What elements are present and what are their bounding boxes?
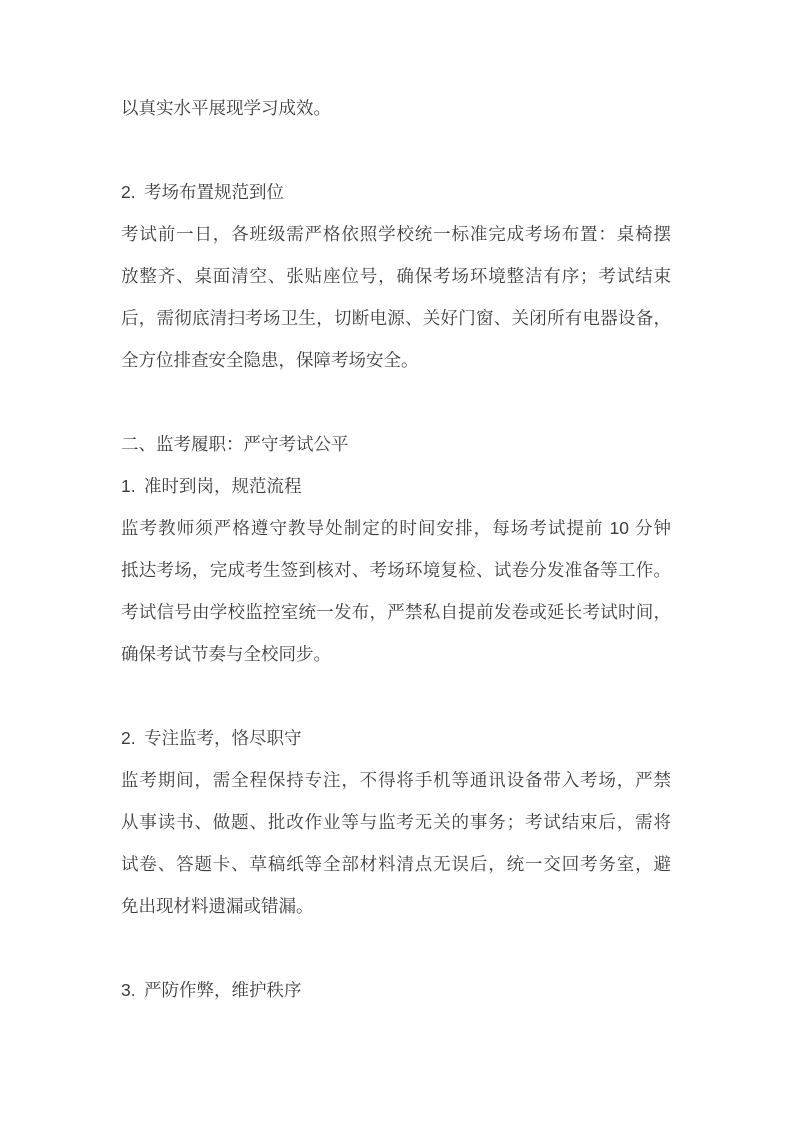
paragraph-line: 考试前一日，各班级需严格依照学校统一标准完成考场布置：桌椅摆 [121, 224, 671, 244]
paragraph-line: 抵达考场，完成考生签到核对、考场环境复检、试卷分发准备等工作。 [121, 560, 671, 580]
paragraph-line: 确保考试节奏与全校同步。 [121, 644, 331, 664]
list-heading-text: 专注监考，恪尽职守 [144, 728, 302, 748]
list-number: 1. [121, 476, 136, 496]
paragraph-line: 免出现材料遗漏或错漏。 [121, 896, 314, 916]
paragraph-line: 试卷、答题卡、草稿纸等全部材料清点无误后，统一交回考务室，避 [121, 854, 671, 874]
list-number: 2. [121, 728, 136, 748]
list-item-heading [121, 717, 671, 759]
paragraph-line: 考试信号由学校监控室统一发布，严禁私自提前发卷或延长考试时间， [121, 602, 671, 622]
section-heading: 二、监考履职：严守考试公平 [121, 434, 349, 454]
paragraph-line: 放整齐、桌面清空、张贴座位号，确保考场环境整洁有序；考试结束 [121, 266, 671, 286]
list-heading-text: 考场布置规范到位 [144, 182, 284, 202]
list-number: 3. [121, 980, 136, 1000]
document-content [121, 87, 671, 1011]
blank-line [121, 927, 671, 969]
paragraph-line: 从事读书、做题、批改作业等与监考无关的事务；考试结束后，需将 [121, 812, 671, 832]
list-item-heading [121, 969, 671, 1011]
blank-line [121, 129, 671, 171]
list-heading-text: 准时到岗，规范流程 [144, 476, 302, 496]
list-number: 2. [121, 182, 136, 202]
paragraph-line: 监考教师须严格遵守教导处制定的时间安排，每场考试提前 10 分钟 [121, 518, 671, 538]
paragraph-line: 后，需彻底清扫考场卫生，切断电源、关好门窗、关闭所有电器设备， [121, 308, 671, 328]
blank-line [121, 381, 671, 423]
list-item-heading [121, 465, 671, 507]
list-item-heading [121, 171, 671, 213]
list-heading-text: 严防作弊，维护秩序 [144, 980, 302, 1000]
paragraph-line: 全方位排查安全隐患，保障考场安全。 [121, 350, 419, 370]
blank-line [121, 675, 671, 717]
paragraph-line: 监考期间，需全程保持专注，不得将手机等通讯设备带入考场，严禁 [121, 770, 671, 790]
paragraph-line: 以真实水平展现学习成效。 [121, 98, 331, 118]
